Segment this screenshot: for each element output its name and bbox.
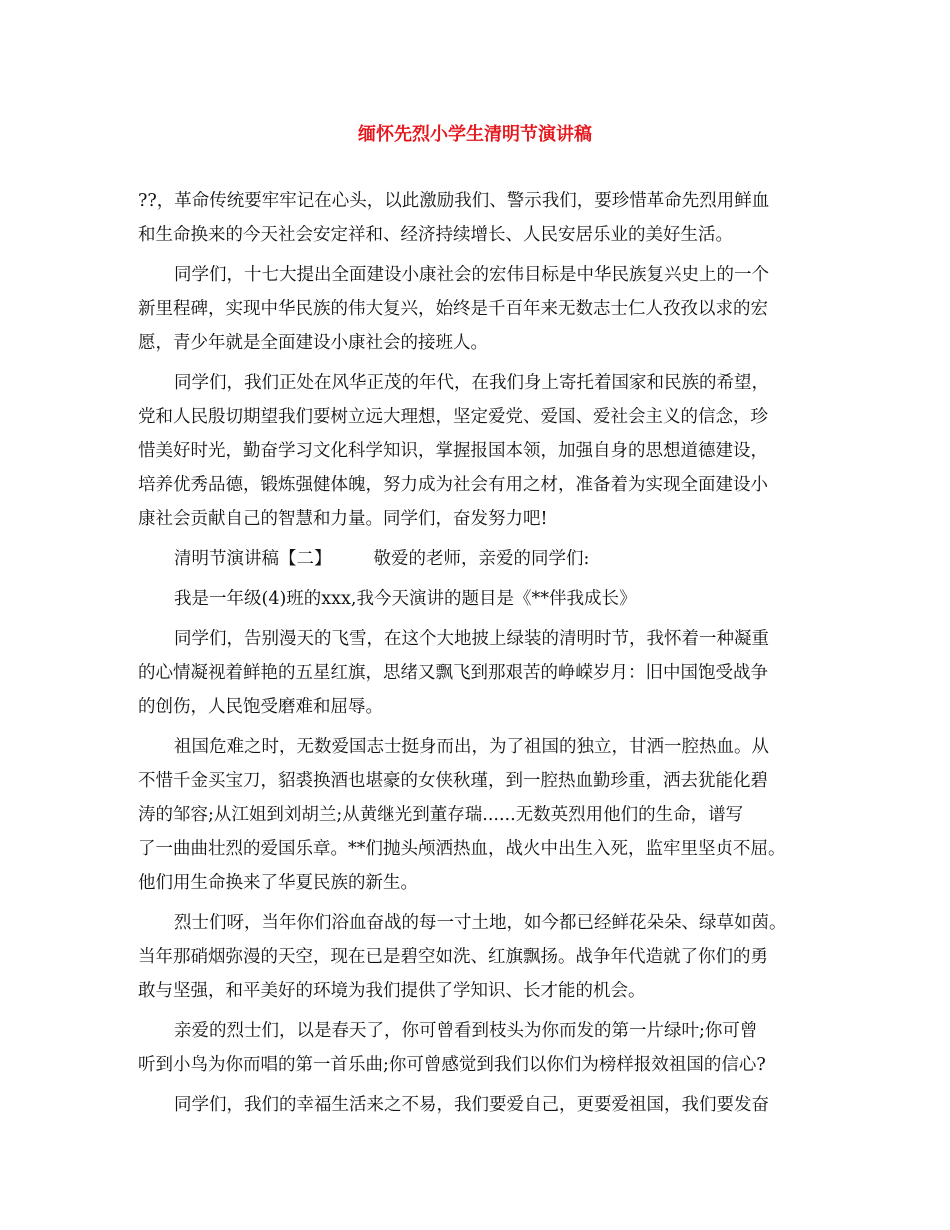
text-line: 了一曲曲壮烈的爱国乐章。**们抛头颅洒热血，战火中出生入死，监牢里坚贞不屈。 xyxy=(138,839,786,859)
text-line: 烈士们呀，当年你们浴血奋战的每一寸土地，如今都已经鲜花朵朵、绿草如茵。 xyxy=(174,913,787,933)
text-line: 同学们，十七大提出全面建设小康社会的宏伟目标是中华民族复兴史上的一个 xyxy=(174,265,769,285)
text-line: 同学们，我们的幸福生活来之不易，我们要爱自己，更要爱祖国，我们要发奋 xyxy=(174,1095,769,1115)
text-line: 和生命换来的今天社会安定祥和、经济持续增长、人民安居乐业的美好生活。 xyxy=(138,225,733,245)
document-title: 缅怀先烈小学生清明节演讲稿 xyxy=(358,124,592,145)
text-line: 听到小鸟为你而唱的第一首乐曲;你可曾感觉到我们以你们为榜样报效祖国的信心? xyxy=(138,1055,766,1075)
text-line: 我是一年级(4)班的xxx,我今天演讲的题目是《**伴我成长》 xyxy=(174,589,637,609)
text-line: 的心情凝视着鲜艳的五星红旗，思绪又飘飞到那艰苦的峥嵘岁月：旧中国饱受战争 xyxy=(138,663,768,683)
document-body xyxy=(138,184,828,1122)
text-line: 愿，青少年就是全面建设小康社会的接班人。 xyxy=(138,333,488,353)
text-line: 惜美好时光，勤奋学习文化科学知识，掌握报国本领，加强自身的思想道德建设， xyxy=(138,441,768,461)
text-line: 祖国危难之时，无数爱国志士挺身而出，为了祖国的独立，甘洒一腔热血。从 xyxy=(174,737,769,757)
text-line: 当年那硝烟弥漫的天空，现在已是碧空如洗、红旗飘扬。战争年代造就了你们的勇 xyxy=(138,947,768,967)
text-line: 新里程碑，实现中华民族的伟大复兴，始终是千百年来无数志士仁人孜孜以求的宏 xyxy=(138,299,768,319)
text-line: 同学们，我们正处在风华正茂的年代，在我们身上寄托着国家和民族的希望， xyxy=(174,373,769,393)
text-line: 他们用生命换来了华夏民族的新生。 xyxy=(138,873,418,893)
text-line: ??，革命传统要牢牢记在心头，以此激励我们、警示我们，要珍惜革命先烈用鲜血 xyxy=(138,191,770,211)
text-line: 党和人民殷切期望我们要树立远大理想，坚定爱党、爱国、爱社会主义的信念，珍 xyxy=(138,407,768,427)
text-line: 亲爱的烈士们，以是春天了，你可曾看到枝头为你而发的第一片绿叶;你可曾 xyxy=(174,1021,758,1041)
text-line: 敢与坚强，和平美好的环境为我们提供了学知识、长才能的机会。 xyxy=(138,981,646,1001)
text-line: 培养优秀品德，锻炼强健体魄，努力成为社会有用之材，准备着为实现全面建设小 xyxy=(138,475,768,495)
text-line: 涛的邹容;从江姐到刘胡兰;从黄继光到董存瑞......无数英烈用他们的生命，谱写 xyxy=(138,805,744,825)
section-heading: 清明节演讲稿【二】 xyxy=(174,549,332,569)
text-line: 的创伤，人民饱受磨难和屈辱。 xyxy=(138,697,383,717)
section-heading-line xyxy=(138,542,828,576)
text-line: 康社会贡献自己的智慧和力量。同学们，奋发努力吧! xyxy=(138,509,548,529)
text-line: 同学们，告别漫天的飞雪，在这个大地披上绿装的清明时节，我怀着一种凝重 xyxy=(174,629,769,649)
text-line: 不惜千金买宝刀，貂裘换酒也堪豪的女侠秋瑾，到一腔热血勤珍重，洒去犹能化碧 xyxy=(138,771,768,791)
salutation: 敬爱的老师，亲爱的同学们: xyxy=(373,549,590,569)
